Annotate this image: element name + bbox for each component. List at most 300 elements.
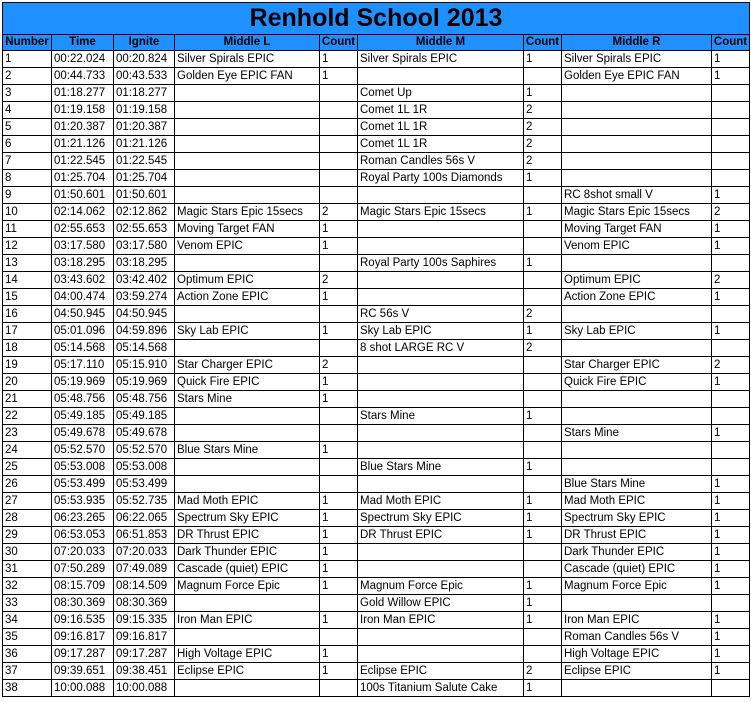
cell-number: 20 bbox=[3, 374, 52, 391]
cell-ignite: 05:15.910 bbox=[114, 357, 175, 374]
cell-middle-m: Blue Stars Mine bbox=[358, 459, 524, 476]
cell-count-l bbox=[320, 102, 358, 119]
cell-middle-m: Stars Mine bbox=[358, 408, 524, 425]
cell-count-l: 1 bbox=[320, 68, 358, 85]
cell-middle-l bbox=[175, 85, 320, 102]
cell-number: 26 bbox=[3, 476, 52, 493]
cell-ignite: 02:55.653 bbox=[114, 221, 175, 238]
cell-time: 05:49.185 bbox=[52, 408, 114, 425]
cell-middle-r bbox=[562, 170, 712, 187]
sheet-container bbox=[2, 2, 749, 697]
cell-middle-m: Roman Candles 56s V bbox=[358, 153, 524, 170]
cell-ignite: 01:19.158 bbox=[114, 102, 175, 119]
cell-middle-r bbox=[562, 255, 712, 272]
cell-middle-l: Silver Spirals EPIC bbox=[175, 51, 320, 68]
table-row bbox=[3, 187, 750, 204]
cell-middle-r: Dark Thunder EPIC bbox=[562, 544, 712, 561]
cell-count-l: 1 bbox=[320, 221, 358, 238]
cell-count-l: 1 bbox=[320, 442, 358, 459]
cell-ignite: 08:30.369 bbox=[114, 595, 175, 612]
cell-middle-m: Magic Stars Epic 15secs bbox=[358, 204, 524, 221]
cell-middle-r: Cascade (quiet) EPIC bbox=[562, 561, 712, 578]
header-middle-m: Middle M bbox=[358, 35, 524, 51]
cell-middle-m: Silver Spirals EPIC bbox=[358, 51, 524, 68]
cell-ignite: 01:21.126 bbox=[114, 136, 175, 153]
cell-count-l: 1 bbox=[320, 527, 358, 544]
cell-count-r bbox=[712, 306, 750, 323]
cell-number: 18 bbox=[3, 340, 52, 357]
cell-ignite: 05:52.735 bbox=[114, 493, 175, 510]
header-middle-r: Middle R bbox=[562, 35, 712, 51]
cell-ignite: 07:20.033 bbox=[114, 544, 175, 561]
cell-count-m: 1 bbox=[524, 459, 562, 476]
cell-number: 1 bbox=[3, 51, 52, 68]
cell-count-r bbox=[712, 85, 750, 102]
cell-count-l: 1 bbox=[320, 612, 358, 629]
cell-count-l: 1 bbox=[320, 578, 358, 595]
cell-number: 24 bbox=[3, 442, 52, 459]
cell-count-l bbox=[320, 459, 358, 476]
cell-middle-r: Action Zone EPIC bbox=[562, 289, 712, 306]
cell-number: 21 bbox=[3, 391, 52, 408]
cell-number: 22 bbox=[3, 408, 52, 425]
cell-middle-r bbox=[562, 153, 712, 170]
cell-number: 23 bbox=[3, 425, 52, 442]
sheet-title: Renhold School 2013 bbox=[3, 3, 750, 35]
cell-ignite: 08:14.509 bbox=[114, 578, 175, 595]
cell-number: 12 bbox=[3, 238, 52, 255]
cell-ignite: 05:52.570 bbox=[114, 442, 175, 459]
cell-ignite: 05:48.756 bbox=[114, 391, 175, 408]
table-row bbox=[3, 357, 750, 374]
cell-count-m: 2 bbox=[524, 306, 562, 323]
cell-number: 38 bbox=[3, 680, 52, 697]
cell-middle-r: High Voltage EPIC bbox=[562, 646, 712, 663]
table-row bbox=[3, 493, 750, 510]
cell-count-l bbox=[320, 306, 358, 323]
cell-count-r: 1 bbox=[712, 425, 750, 442]
cell-count-m bbox=[524, 476, 562, 493]
cell-middle-m bbox=[358, 476, 524, 493]
cell-ignite: 06:51.853 bbox=[114, 527, 175, 544]
table-row bbox=[3, 102, 750, 119]
cell-count-r bbox=[712, 255, 750, 272]
header-ignite: Ignite bbox=[114, 35, 175, 51]
table-row bbox=[3, 221, 750, 238]
cell-middle-l: Golden Eye EPIC FAN bbox=[175, 68, 320, 85]
cell-count-m: 2 bbox=[524, 153, 562, 170]
cell-count-l bbox=[320, 408, 358, 425]
cell-count-m bbox=[524, 187, 562, 204]
cell-ignite: 01:25.704 bbox=[114, 170, 175, 187]
cell-count-r: 2 bbox=[712, 272, 750, 289]
cell-middle-m: 8 shot LARGE RC V bbox=[358, 340, 524, 357]
cell-middle-r: DR Thrust EPIC bbox=[562, 527, 712, 544]
cell-ignite: 09:17.287 bbox=[114, 646, 175, 663]
cell-middle-m bbox=[358, 289, 524, 306]
cell-middle-l bbox=[175, 425, 320, 442]
cell-time: 08:30.369 bbox=[52, 595, 114, 612]
cell-count-m bbox=[524, 289, 562, 306]
cell-count-m: 1 bbox=[524, 85, 562, 102]
cell-middle-l: DR Thrust EPIC bbox=[175, 527, 320, 544]
cell-middle-l: Magnum Force Epic bbox=[175, 578, 320, 595]
cell-middle-m: Comet Up bbox=[358, 85, 524, 102]
cell-middle-l bbox=[175, 595, 320, 612]
cell-number: 11 bbox=[3, 221, 52, 238]
cell-middle-m: Mad Moth EPIC bbox=[358, 493, 524, 510]
cell-count-m: 1 bbox=[524, 612, 562, 629]
cell-ignite: 09:38.451 bbox=[114, 663, 175, 680]
cell-middle-r: Magic Stars Epic 15secs bbox=[562, 204, 712, 221]
cell-middle-m bbox=[358, 357, 524, 374]
cell-count-l: 1 bbox=[320, 646, 358, 663]
cell-time: 09:17.287 bbox=[52, 646, 114, 663]
cell-middle-l: High Voltage EPIC bbox=[175, 646, 320, 663]
cell-time: 07:50.289 bbox=[52, 561, 114, 578]
cell-middle-m bbox=[358, 629, 524, 646]
cell-number: 27 bbox=[3, 493, 52, 510]
cell-middle-r: Magnum Force Epic bbox=[562, 578, 712, 595]
cell-number: 8 bbox=[3, 170, 52, 187]
cell-count-r: 1 bbox=[712, 544, 750, 561]
cell-middle-r bbox=[562, 459, 712, 476]
cell-count-r: 1 bbox=[712, 187, 750, 204]
cell-count-l: 1 bbox=[320, 391, 358, 408]
cell-middle-r bbox=[562, 595, 712, 612]
cell-count-l: 1 bbox=[320, 323, 358, 340]
table-row bbox=[3, 68, 750, 85]
cell-count-m bbox=[524, 442, 562, 459]
cell-count-m: 1 bbox=[524, 527, 562, 544]
cell-count-r: 1 bbox=[712, 238, 750, 255]
cell-ignite: 03:17.580 bbox=[114, 238, 175, 255]
cell-ignite: 05:49.678 bbox=[114, 425, 175, 442]
cell-middle-r: Blue Stars Mine bbox=[562, 476, 712, 493]
table-row bbox=[3, 663, 750, 680]
cell-count-r: 1 bbox=[712, 510, 750, 527]
cell-middle-r: Optimum EPIC bbox=[562, 272, 712, 289]
cell-middle-r: Golden Eye EPIC FAN bbox=[562, 68, 712, 85]
cell-middle-l bbox=[175, 408, 320, 425]
cell-count-r: 1 bbox=[712, 289, 750, 306]
cell-number: 7 bbox=[3, 153, 52, 170]
cell-time: 01:18.277 bbox=[52, 85, 114, 102]
cell-middle-l: Star Charger EPIC bbox=[175, 357, 320, 374]
cell-count-m: 1 bbox=[524, 51, 562, 68]
table-row bbox=[3, 578, 750, 595]
cell-count-m: 1 bbox=[524, 204, 562, 221]
cell-count-r bbox=[712, 680, 750, 697]
cell-middle-r bbox=[562, 442, 712, 459]
cell-ignite: 04:50.945 bbox=[114, 306, 175, 323]
cell-count-l: 2 bbox=[320, 204, 358, 221]
cell-time: 09:16.817 bbox=[52, 629, 114, 646]
cell-number: 30 bbox=[3, 544, 52, 561]
table-row bbox=[3, 289, 750, 306]
cell-count-r: 1 bbox=[712, 527, 750, 544]
cell-middle-r: Sky Lab EPIC bbox=[562, 323, 712, 340]
cell-time: 09:39.651 bbox=[52, 663, 114, 680]
cell-middle-m: Sky Lab EPIC bbox=[358, 323, 524, 340]
table-row bbox=[3, 85, 750, 102]
cell-ignite: 04:59.896 bbox=[114, 323, 175, 340]
cell-count-l bbox=[320, 425, 358, 442]
cell-count-r: 1 bbox=[712, 323, 750, 340]
cell-time: 05:53.499 bbox=[52, 476, 114, 493]
cell-number: 15 bbox=[3, 289, 52, 306]
cell-count-m bbox=[524, 544, 562, 561]
cell-middle-r: RC 8shot small V bbox=[562, 187, 712, 204]
cell-middle-l: Eclipse EPIC bbox=[175, 663, 320, 680]
cell-number: 33 bbox=[3, 595, 52, 612]
cell-middle-l bbox=[175, 459, 320, 476]
cell-middle-m bbox=[358, 221, 524, 238]
cell-ignite: 01:50.601 bbox=[114, 187, 175, 204]
header-time: Time bbox=[52, 35, 114, 51]
table-row bbox=[3, 391, 750, 408]
cell-number: 2 bbox=[3, 68, 52, 85]
cell-count-m: 2 bbox=[524, 136, 562, 153]
cell-middle-m: Gold Willow EPIC bbox=[358, 595, 524, 612]
cell-count-m: 2 bbox=[524, 340, 562, 357]
table-row bbox=[3, 527, 750, 544]
cell-middle-m bbox=[358, 646, 524, 663]
header-count-l: Count bbox=[320, 35, 358, 51]
cell-count-r: 1 bbox=[712, 561, 750, 578]
cell-middle-l: Moving Target FAN bbox=[175, 221, 320, 238]
cell-middle-l bbox=[175, 102, 320, 119]
cell-ignite: 00:20.824 bbox=[114, 51, 175, 68]
cell-count-l: 2 bbox=[320, 357, 358, 374]
cell-count-r bbox=[712, 459, 750, 476]
cell-ignite: 05:19.969 bbox=[114, 374, 175, 391]
cell-ignite: 03:42.402 bbox=[114, 272, 175, 289]
cell-time: 09:16.535 bbox=[52, 612, 114, 629]
cell-count-r: 1 bbox=[712, 51, 750, 68]
cell-time: 00:22.024 bbox=[52, 51, 114, 68]
table-row bbox=[3, 646, 750, 663]
cell-number: 3 bbox=[3, 85, 52, 102]
cell-count-m: 1 bbox=[524, 323, 562, 340]
table-row bbox=[3, 306, 750, 323]
cell-count-m bbox=[524, 391, 562, 408]
cell-middle-m: Royal Party 100s Diamonds bbox=[358, 170, 524, 187]
cell-time: 03:43.602 bbox=[52, 272, 114, 289]
cell-number: 5 bbox=[3, 119, 52, 136]
cell-time: 01:25.704 bbox=[52, 170, 114, 187]
cell-number: 9 bbox=[3, 187, 52, 204]
cell-count-m: 1 bbox=[524, 255, 562, 272]
cell-count-l bbox=[320, 119, 358, 136]
cell-count-r: 1 bbox=[712, 646, 750, 663]
cell-middle-r bbox=[562, 136, 712, 153]
cell-count-r: 1 bbox=[712, 578, 750, 595]
cell-count-l bbox=[320, 680, 358, 697]
cell-count-r bbox=[712, 408, 750, 425]
cell-count-m: 2 bbox=[524, 663, 562, 680]
cell-time: 05:52.570 bbox=[52, 442, 114, 459]
cell-number: 16 bbox=[3, 306, 52, 323]
cell-middle-r: Quick Fire EPIC bbox=[562, 374, 712, 391]
cell-middle-l: Iron Man EPIC bbox=[175, 612, 320, 629]
cell-number: 6 bbox=[3, 136, 52, 153]
cell-middle-r: Venom EPIC bbox=[562, 238, 712, 255]
cell-count-l: 1 bbox=[320, 493, 358, 510]
cell-count-l: 1 bbox=[320, 510, 358, 527]
cell-middle-l bbox=[175, 680, 320, 697]
cell-ignite: 02:12.862 bbox=[114, 204, 175, 221]
table-row bbox=[3, 136, 750, 153]
cell-count-r: 2 bbox=[712, 204, 750, 221]
cell-count-l bbox=[320, 187, 358, 204]
cell-number: 31 bbox=[3, 561, 52, 578]
cell-count-r bbox=[712, 136, 750, 153]
cell-number: 10 bbox=[3, 204, 52, 221]
cell-time: 08:15.709 bbox=[52, 578, 114, 595]
table-row bbox=[3, 255, 750, 272]
cell-middle-l bbox=[175, 476, 320, 493]
cell-middle-r: Moving Target FAN bbox=[562, 221, 712, 238]
cell-middle-l: Dark Thunder EPIC bbox=[175, 544, 320, 561]
header-number: Number bbox=[3, 35, 52, 51]
table-row bbox=[3, 476, 750, 493]
cell-middle-l bbox=[175, 170, 320, 187]
cell-middle-r bbox=[562, 102, 712, 119]
cell-middle-l: Magic Stars Epic 15secs bbox=[175, 204, 320, 221]
cell-middle-m: Magnum Force Epic bbox=[358, 578, 524, 595]
table-row bbox=[3, 323, 750, 340]
cell-count-r: 1 bbox=[712, 493, 750, 510]
cell-count-m: 2 bbox=[524, 119, 562, 136]
table-row bbox=[3, 119, 750, 136]
cell-middle-r: Spectrum Sky EPIC bbox=[562, 510, 712, 527]
cell-middle-l bbox=[175, 119, 320, 136]
cell-count-l bbox=[320, 595, 358, 612]
cell-number: 36 bbox=[3, 646, 52, 663]
cell-middle-l: Cascade (quiet) EPIC bbox=[175, 561, 320, 578]
cell-count-l bbox=[320, 136, 358, 153]
cell-count-m bbox=[524, 374, 562, 391]
table-row bbox=[3, 340, 750, 357]
cell-middle-l bbox=[175, 306, 320, 323]
cell-middle-m: Spectrum Sky EPIC bbox=[358, 510, 524, 527]
cell-count-m bbox=[524, 221, 562, 238]
cell-middle-r bbox=[562, 85, 712, 102]
cell-count-l: 1 bbox=[320, 51, 358, 68]
cell-middle-m bbox=[358, 442, 524, 459]
header-middle-l: Middle L bbox=[175, 35, 320, 51]
cell-count-m: 1 bbox=[524, 493, 562, 510]
cell-time: 05:01.096 bbox=[52, 323, 114, 340]
cell-ignite: 01:18.277 bbox=[114, 85, 175, 102]
cell-count-r: 1 bbox=[712, 68, 750, 85]
cell-count-m bbox=[524, 629, 562, 646]
cell-time: 03:17.580 bbox=[52, 238, 114, 255]
cell-middle-l: Quick Fire EPIC bbox=[175, 374, 320, 391]
cell-time: 01:21.126 bbox=[52, 136, 114, 153]
cell-time: 01:50.601 bbox=[52, 187, 114, 204]
cell-middle-r bbox=[562, 391, 712, 408]
cell-middle-r bbox=[562, 408, 712, 425]
cell-time: 00:44.733 bbox=[52, 68, 114, 85]
cell-number: 34 bbox=[3, 612, 52, 629]
cell-count-l bbox=[320, 153, 358, 170]
cell-count-l: 1 bbox=[320, 561, 358, 578]
cell-count-r bbox=[712, 442, 750, 459]
cell-count-m bbox=[524, 646, 562, 663]
cell-middle-m bbox=[358, 68, 524, 85]
table-row bbox=[3, 272, 750, 289]
cell-count-l bbox=[320, 170, 358, 187]
cell-middle-l: Spectrum Sky EPIC bbox=[175, 510, 320, 527]
cell-time: 03:18.295 bbox=[52, 255, 114, 272]
cell-count-l: 1 bbox=[320, 289, 358, 306]
cell-number: 37 bbox=[3, 663, 52, 680]
cell-number: 14 bbox=[3, 272, 52, 289]
cell-middle-l: Venom EPIC bbox=[175, 238, 320, 255]
table-row bbox=[3, 459, 750, 476]
cell-count-l: 1 bbox=[320, 663, 358, 680]
cell-middle-l bbox=[175, 629, 320, 646]
cell-middle-r bbox=[562, 680, 712, 697]
cell-middle-l: Mad Moth EPIC bbox=[175, 493, 320, 510]
cell-count-r bbox=[712, 119, 750, 136]
cell-middle-m: 100s Titanium Salute Cake bbox=[358, 680, 524, 697]
table-row bbox=[3, 238, 750, 255]
cell-time: 05:49.678 bbox=[52, 425, 114, 442]
cell-count-m bbox=[524, 425, 562, 442]
table-row bbox=[3, 425, 750, 442]
cell-count-m bbox=[524, 272, 562, 289]
cell-time: 05:19.969 bbox=[52, 374, 114, 391]
cell-ignite: 00:43.533 bbox=[114, 68, 175, 85]
cell-ignite: 06:22.065 bbox=[114, 510, 175, 527]
cell-number: 32 bbox=[3, 578, 52, 595]
cell-count-r bbox=[712, 102, 750, 119]
table-row bbox=[3, 204, 750, 221]
cell-count-m: 2 bbox=[524, 102, 562, 119]
cell-count-l bbox=[320, 629, 358, 646]
cell-count-l bbox=[320, 340, 358, 357]
cell-time: 01:22.545 bbox=[52, 153, 114, 170]
cell-time: 02:14.062 bbox=[52, 204, 114, 221]
cell-time: 05:48.756 bbox=[52, 391, 114, 408]
cell-time: 02:55.653 bbox=[52, 221, 114, 238]
cell-middle-m: Comet 1L 1R bbox=[358, 119, 524, 136]
cell-time: 05:17.110 bbox=[52, 357, 114, 374]
cell-count-m bbox=[524, 357, 562, 374]
cell-middle-m bbox=[358, 544, 524, 561]
cell-count-m: 1 bbox=[524, 170, 562, 187]
cell-ignite: 05:53.499 bbox=[114, 476, 175, 493]
cell-middle-r: Roman Candles 56s V bbox=[562, 629, 712, 646]
cell-count-l: 1 bbox=[320, 544, 358, 561]
cell-ignite: 03:59.274 bbox=[114, 289, 175, 306]
table-row bbox=[3, 510, 750, 527]
cell-middle-l bbox=[175, 187, 320, 204]
cell-ignite: 05:53.008 bbox=[114, 459, 175, 476]
cell-count-m: 1 bbox=[524, 408, 562, 425]
cell-count-l: 1 bbox=[320, 238, 358, 255]
cell-count-r: 1 bbox=[712, 476, 750, 493]
cell-middle-m bbox=[358, 238, 524, 255]
cell-middle-l: Sky Lab EPIC bbox=[175, 323, 320, 340]
table-row bbox=[3, 374, 750, 391]
cell-middle-l bbox=[175, 255, 320, 272]
cell-count-m: 1 bbox=[524, 595, 562, 612]
cell-count-m bbox=[524, 238, 562, 255]
